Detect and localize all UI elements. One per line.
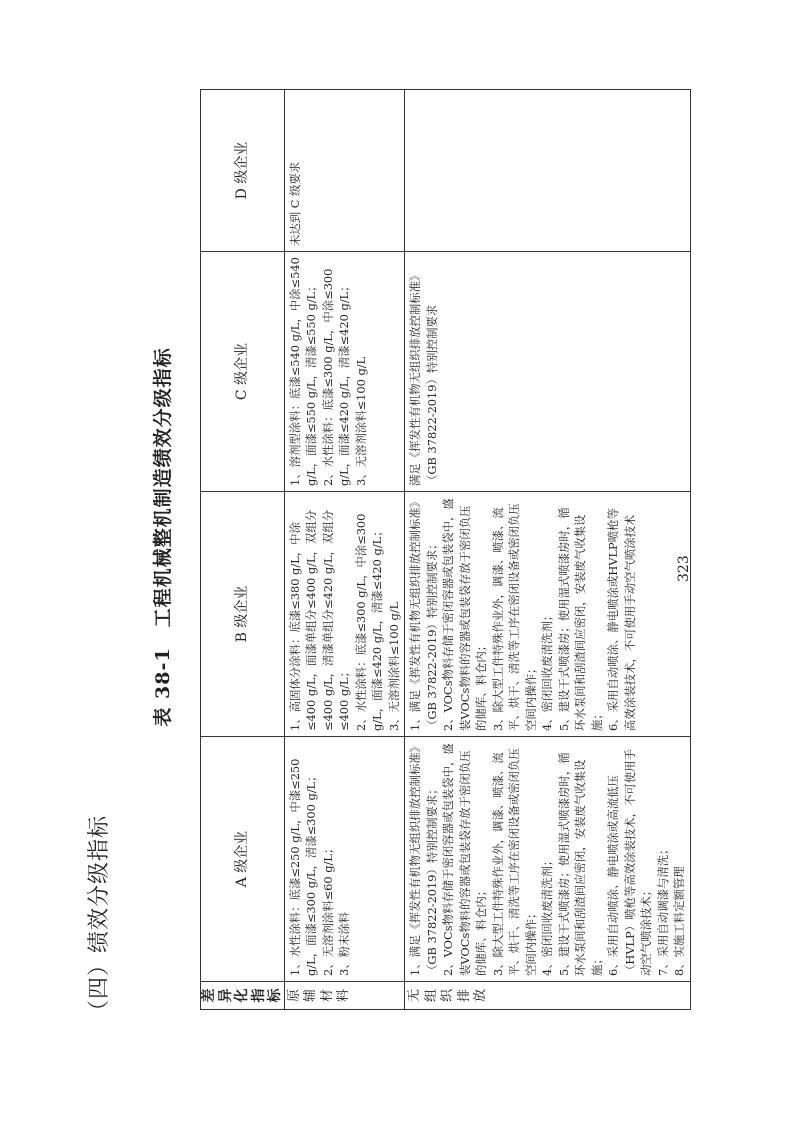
cell-line: 满足《挥发性有机物无组织排放控制标准》（GB 37822-2019）特别控制要求 [408,269,439,486]
cell-line: 1、满足《挥发性有机物无组织排放控制标准》（GB 37822-2019）特别控制要求； [408,746,439,976]
cell-line: 4、密闭回收废清洗剂； [540,609,554,731]
cell-line: 2、无溶剂涂料≤60 g/L； [320,842,335,976]
cell-line: 2、VOCs物料存储于密闭容器或包装袋中，盛装VOCs物料的容器或包装袋存放于密闭负压的储库、料仓内； [441,743,488,976]
cell-line: 5、建设干式喷漆房；使用湿式喷漆房时，循环水泵间和刮渣间应密闭，安装废气收集设施； [556,507,604,731]
table-row [405,90,691,1010]
cell-line: 7、采用自动调漆与清洗； [655,843,670,976]
cell-line: 5、建设干式喷漆房；使用湿式喷漆房时，循环水泵间和刮渣间应密闭，安装废气收集设施； [556,752,604,976]
table-caption: 表 38-1 工程机械整机制造绩效分级指标 [152,347,174,727]
cell-d-fugitive-emissions [405,90,691,252]
cell-line: 6、采用自动喷涂、静电喷涂或HVLP喷枪等高效涂装技术，不可使用手动空气喷涂技术 [606,508,637,731]
cell-c-fugitive-emissions [405,252,691,492]
cell-line: 8、实施工料定额管理 [672,866,686,976]
row-label-raw-materials: 原辅材料 [284,982,405,1010]
section-title: （四）绩效分级指标 [87,814,112,1022]
header-grade-a: A 级企业 [201,737,285,982]
row-label-fugitive-emissions: 无组织排放 [405,982,691,1010]
cell-line: 3、除大型工件特殊作业外，调漆、喷漆、流平、烘干、清洗等工序在密闭设备或密闭负压空间内操作； [490,503,538,731]
cell-a-raw-materials [284,737,405,982]
cell-b-fugitive-emissions [405,492,691,737]
header-grade-c: C 级企业 [201,252,285,492]
cell-line: 2、水性涂料：底漆≤300 g/L，中涂≤300 g/L，面漆≤420 g/L，清漆≤420 g/L； [353,513,384,731]
cell-line: 3、除大型工件特殊作业外，调漆、喷漆、流平、烘干、清洗等工序在密闭设备或密闭负压空间内操作； [490,748,538,976]
cell-line: 1、溶剂型涂料：底漆≤540 g/L，中涂≤540 g/L，面漆≤550 g/L，清漆≤550 g/L； [287,257,318,486]
cell-line: 1、水性涂料：底漆≤250 g/L，中漆≤250 g/L，面漆≤300 g/L，清漆≤300 g/L； [287,758,318,976]
cell-line: 2、水性涂料：底漆≤300 g/L，中涂≤300 g/L，面漆≤420 g/L，清漆≤420 g/L； [320,268,351,486]
cell-b-raw-materials [284,492,405,737]
cell-line: 1、满足《挥发性有机物无组织排放控制标准》（GB 37822-2019）特别控制要求； [408,501,439,731]
header-grade-b: B 级企业 [201,492,285,737]
cell-line: 6、采用自动喷涂、静电喷涂或高流低压（HVLP）喷枪等高效涂装技术，不可使用手动空气喷涂技术； [606,748,653,976]
cell-line: 3、粉末涂料 [337,911,351,976]
cell-c-raw-materials [284,252,405,492]
header-grade-d: D 级企业 [201,90,285,252]
table-header-row [201,90,285,1010]
cell-line: 4、密闭回收废清洗剂； [540,854,554,976]
performance-grading-table [200,89,691,1010]
header-indicator: 差异化指标 [201,982,285,1010]
cell-line: 3、无溶剂涂料≤100 g/L [386,601,401,731]
cell-d-raw-materials: 未达到 C 级要求 [284,90,405,252]
cell-line: 3、无溶剂涂料≤100 g/L [353,356,368,486]
cell-a-fugitive-emissions [405,737,691,982]
page-number: 323 [676,555,692,582]
cell-line: 1、高固体分涂料：底漆≤380 g/L，中涂≤400 g/L，面漆单组分≤400 g/L，双组分≤400 g/L，清漆单组分≤420 g/L，双组分≤400 g/L； [287,509,351,731]
table-row [284,90,405,1010]
cell-line: 2、VOCs物料存储于密闭容器或包装袋中，盛装VOCs物料的容器或包装袋存放于密闭负压的储库、料仓内； [441,498,488,731]
